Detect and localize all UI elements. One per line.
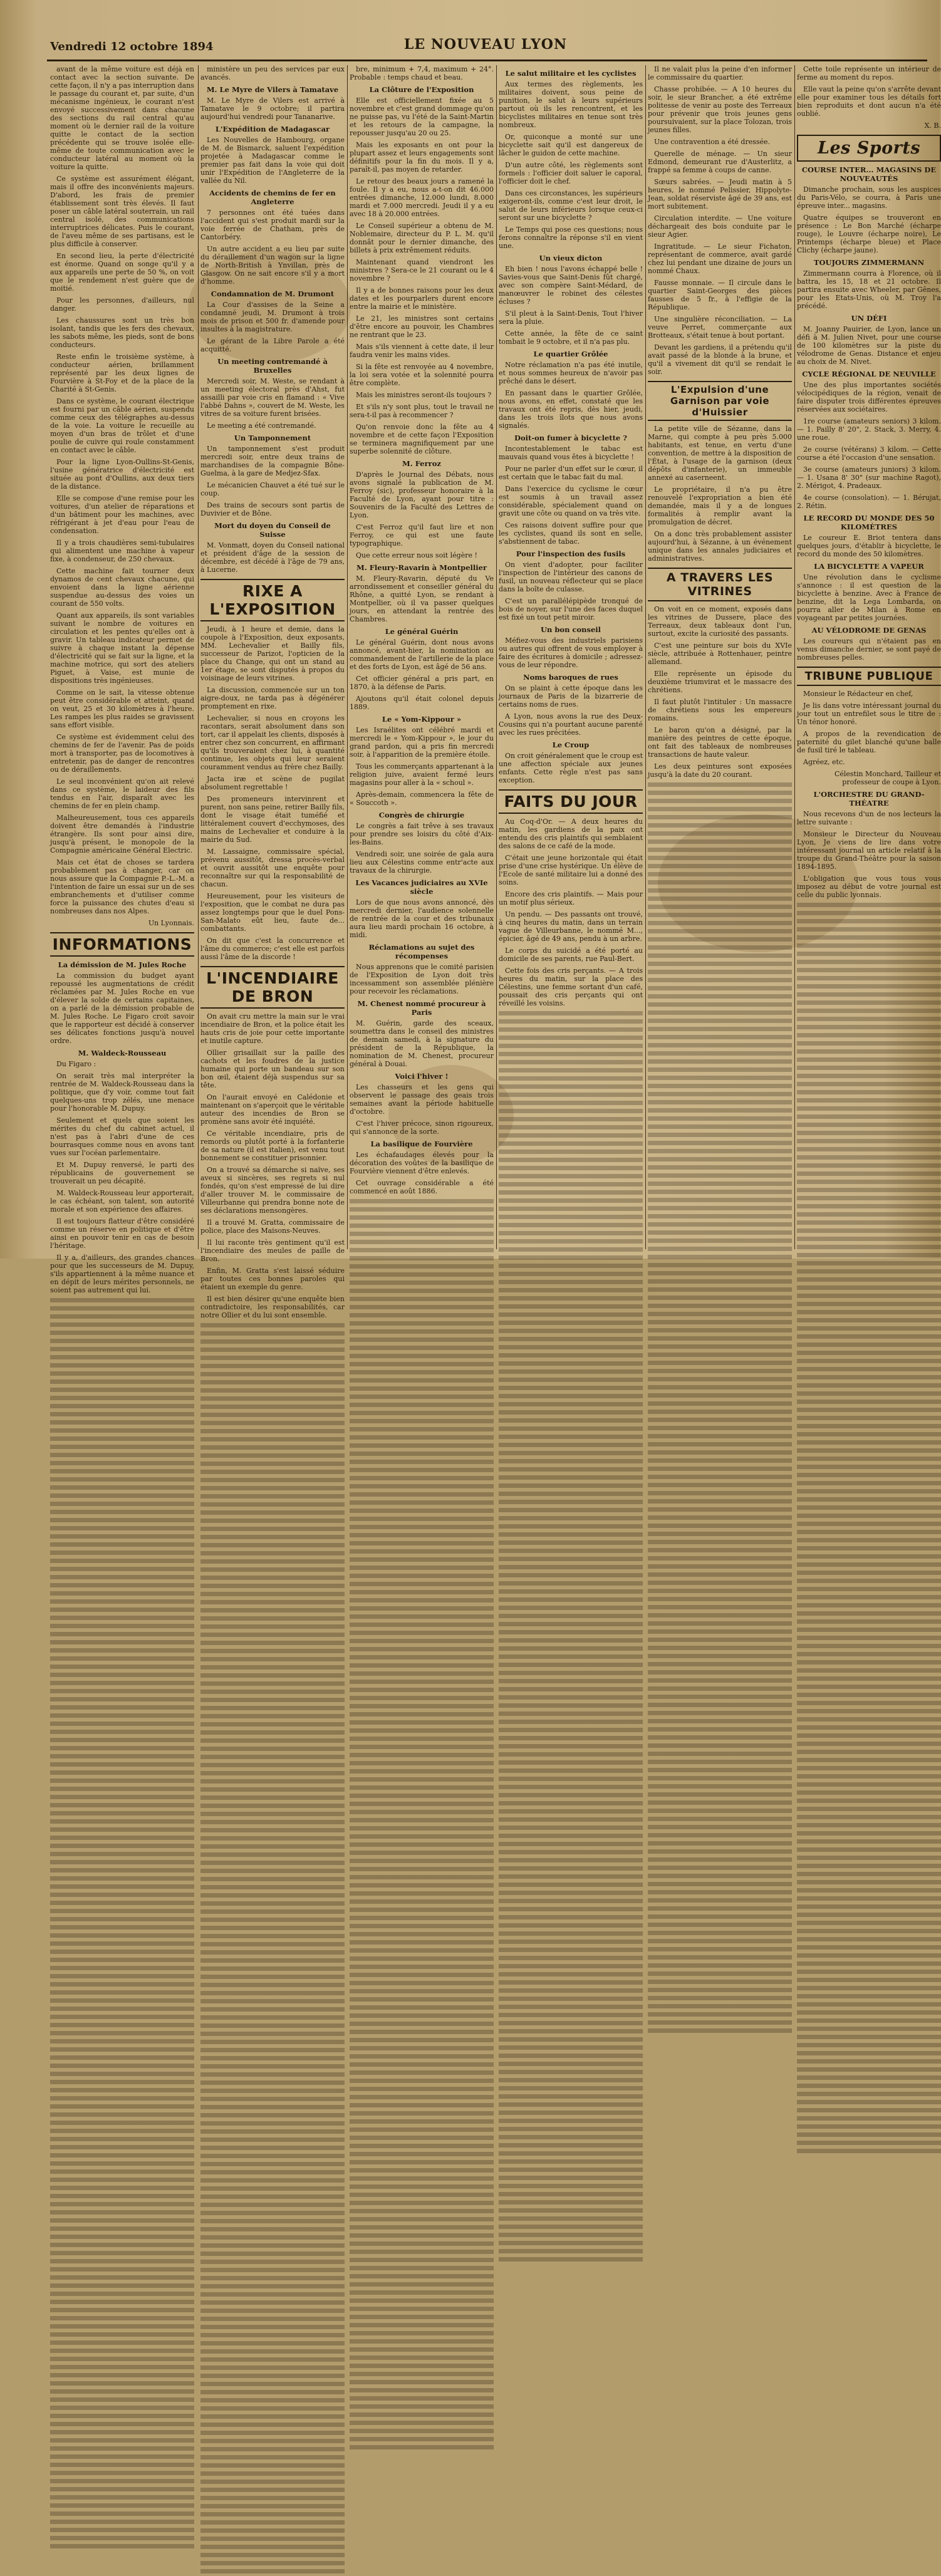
article-heading: AU VÉLODROME DE GENAS bbox=[811, 626, 927, 635]
article-paragraph: Eh bien ! nous l'avons échappé belle ! Savies-vous que Saint-Denis fût chargé, avec son compère Saint-Médard, de manœuvrer le robinet des célestes écluses ? bbox=[499, 265, 643, 306]
text-lines bbox=[797, 903, 941, 2156]
article-paragraph: Enfin, M. Gratta s'est laissé séduire par toutes ces bonnes paroles qui étaient un exemple du genre. bbox=[200, 1267, 345, 1291]
article-heading: Condamnation de M. Drumont bbox=[211, 289, 335, 298]
article-paragraph: Cette année, la fête de ce saint tombait le 9 octobre, et il n'a pas plu. bbox=[499, 330, 643, 346]
article-paragraph: En passant dans le quartier Grôlée, nous avons, en effet, constaté que les travaux ont été repris, dès hier, jeudi, dans les trois îlots que nous avons signalés. bbox=[499, 389, 643, 430]
article-paragraph: M. Vonmatt, doyen du Conseil national et président d'âge de la session de décembre, est décédé à l'âge de 79 ans, à Lucerne. bbox=[200, 541, 345, 574]
article-paragraph: Comme on le sait, la vitesse obtenue peut être considérable et atteint, quand on veut, 25 et 30 kilomètres à l'heure. Les rampes les plus raides se gravissent sans effort visible. bbox=[50, 688, 194, 729]
article-paragraph: Mercredi soir, M. Weste, se rendant à un meeting électoral près d'Ahst, fut assailli par voie cris en flamand : « Vive l'abbé Dahns », couvert de M. Weste, les vitres de sa voiture furent brisées. bbox=[200, 377, 345, 418]
article-paragraph: ministère un peu des services par eux avancés. bbox=[200, 65, 345, 81]
article-paragraph: Le meeting a été contremandé. bbox=[207, 422, 316, 430]
article-paragraph: Jeudi, à 1 heure et demie, dans la coupole à l'Exposition, deux exposants, MM. Lechevalier et Bailly fils, successeur de Parizot, l'opticien de la place du Change, qui ont un stand au 1er étage, se sont disputés à propos du voisinage de leurs vitrines. bbox=[200, 625, 345, 682]
article-heading: COURSE INTER... MAGASINS DE NOUVEAUTÉS bbox=[801, 165, 937, 183]
article-paragraph: M. Le Myre de Vilers est arrivé à Tamatave le 9 octobre; il partira aujourd'hui vendredi pour Tananarive. bbox=[200, 96, 345, 121]
article-paragraph: On voit en ce moment, exposés dans les vitrines de Dussere, place des Terreaux, deux tableaux dont l'un, surtout, excite la curiosité des passants. bbox=[648, 605, 792, 638]
article-heading: Un Tamponnement bbox=[234, 434, 311, 442]
article-paragraph: Agréez, etc. bbox=[803, 758, 845, 766]
article-heading: Le général Guérin bbox=[385, 627, 459, 636]
column-rule bbox=[794, 65, 795, 1249]
article-paragraph: Ajoutons qu'il était colonel depuis 1889. bbox=[350, 695, 494, 711]
article-paragraph: Dans ce système, le courant électrique est fourni par un câble aérien, suspendu comme ceux des télégraphes au-dessus de la voie. La voiture le recueille au moyen d'un bras de trôlet et d'une poulie de cuivre qui roule constamment en contact avec le câble. bbox=[50, 397, 194, 454]
article-heading: Un meeting contremandé à Bruxelles bbox=[217, 357, 328, 375]
issue-date: Vendredi 12 octobre 1894 bbox=[50, 40, 214, 53]
text-lines bbox=[50, 1298, 194, 2551]
section-heading: L'Expulsion d'une Garnison par voie d'Huissier bbox=[648, 381, 792, 421]
article-paragraph: Il est toujours flatteur d'être considéré comme un réserve en politique et d'être ainsi en pouvoir tenir en cas de besoin l'héritage. bbox=[50, 1217, 194, 1250]
article-paragraph: Cet ouvrage considérable a été commencé en août 1886. bbox=[350, 1179, 494, 1195]
article-paragraph: Le baron qu'on a désigné, par la manière des peintres de cette époque, ont fait des tableaux de nombreuses transactions de haute valeur. bbox=[648, 726, 792, 759]
article-paragraph: Notre réclamation n'a pas été inutile, et nous sommes heureux de n'avoir pas prêché dans le désert. bbox=[499, 361, 643, 385]
masthead-rule bbox=[47, 60, 927, 61]
article-heading: M. Fleury-Ravarin à Montpellier bbox=[356, 563, 487, 572]
article-paragraph: Il y a trois chaudières semi-tubulaires qui alimentent une machine à vapeur fixe, à condenseur, de 250 chevaux. bbox=[50, 539, 194, 563]
article-heading: La démission de M. Jules Roche bbox=[58, 960, 187, 969]
article-paragraph: On vient d'adopter, pour faciliter l'inspection de l'intérieur des canons de fusil, un nouveau réflecteur qui se place dans la boîte de culasse. bbox=[499, 561, 643, 593]
article-paragraph: Mais cet état de choses se tardera probablement pas à changer, car on nous assure que la Compagnie P.-L.-M. a l'intention de faire un essai sur un de ses embranchements et d'utiliser comme force la puissance des chutes d'eau si nombreuses dans nos Alpes. bbox=[50, 858, 194, 915]
article-paragraph: 4e course (consolation). — 1. Bérujat, 2. Rétin. bbox=[797, 494, 941, 510]
article-paragraph: Le Conseil supérieur a obtenu de M. Noblemaire, directeur du P. L. M. qu'il donnât pour le dernier dimanche, des billets à prix extrêmement réduits. bbox=[350, 222, 494, 254]
article-signature: Célestin Monchard, Tailleur et professeur de coupe à Lyon. bbox=[834, 770, 941, 786]
article-heading: M. Ferroz bbox=[402, 459, 441, 468]
article-heading: Un bon conseil bbox=[540, 625, 601, 634]
article-paragraph: Chasse prohibée. — A 10 heures du soir, le sieur Brancher, a été extrême politesse de venir au poste des Terreaux pour prévenir que trois jeunes gens poursuivaient, sur la place Tolozan, trois jeunes filles. bbox=[648, 85, 792, 134]
column-4 bbox=[499, 65, 643, 1249]
article-paragraph: Après-demain, commencera la fête de « Souccoth ». bbox=[350, 791, 494, 807]
article-paragraph: Du Figaro : bbox=[56, 1060, 96, 1068]
article-paragraph: On dit que c'est la concurrence et l'âme du commerce; c'est elle est parfois aussi l'âme de la discorde ! bbox=[200, 937, 345, 961]
article-paragraph: Heureusement, pour les visiteurs de l'exposition, que le combat ne dura pas assez longtemps pour que le duel Pons-San-Malato eût lieu, faute de... combattants. bbox=[200, 892, 345, 933]
article-heading: Le Croup bbox=[552, 740, 590, 749]
article-paragraph: Et M. Dupuy renversé, le parti des républicains de gouvernement se trouverait un peu décapité. bbox=[50, 1161, 194, 1185]
article-paragraph: Un autre accident a eu lieu par suite du déraillement d'un wagon sur la ligne de North-British à Ynvillan, près de Glasgow. On ne sait encore s'il y a mort d'homme. bbox=[200, 245, 345, 286]
article-paragraph: C'est l'hiver précoce, sinon rigoureux, qui s'annonce de la sorte. bbox=[350, 1119, 494, 1136]
article-paragraph: M. Lassaigne, commissaire spécial, prévenu aussitôt, dressa procès-verbal et ouvrit aussitôt une enquête pour reconnaître sur qui la responsabilité de chacun. bbox=[200, 848, 345, 888]
article-paragraph: Les coureurs qui n'étaient pas en venus dimanche dernier, se sont payé de nombreuses pelles. bbox=[797, 637, 941, 662]
article-paragraph: Elle est officiellement fixée au 5 novembre et c'est grand dommage qu'on ne puisse pas, vu l'été de la Saint-Martin et les retours de la campagne, la repousser jusqu'au 20 ou 25. bbox=[350, 96, 494, 137]
article-paragraph: Lors de que nous avons annoncé, dès mercredi dernier, l'audience solennelle de rentrée de la cour et des tribunaux aura lieu mardi prochain 16 octobre, à midi. bbox=[350, 898, 494, 939]
article-paragraph: M. Guérin, garde des sceaux, soumettra dans le conseil des ministres de demain samedi, à la signature du président de la République, la nomination de M. Chenest, procureur général à Douai. bbox=[350, 1019, 494, 1068]
article-paragraph: C'est un parallélépipède tronqué de bois de noyer, sur l'une des faces duquel est fixé un tout petit miroir. bbox=[499, 597, 643, 621]
article-paragraph: Il ne valait plus la peine d'en informer le commissaire du quartier. bbox=[648, 65, 792, 81]
article-paragraph: La Cour d'assises de la Seine a condamné jeudi, M. Drumont à trois mois de prison et 500 fr. d'amende pour insultes à la magistrature. bbox=[200, 301, 345, 333]
article-paragraph: Il faut plutôt l'intituler : Un massacre de chrétiens sous les empereurs romains. bbox=[648, 698, 792, 722]
article-paragraph: Un pendu. — Des passants ont trouvé, à cinq heures du matin, dans un terrain vague de Villeurbanne, le nommé M..., épicier, âgé de 49 ans, pendu à un arbre. bbox=[499, 910, 643, 943]
section-heading: FAITS DU JOUR bbox=[499, 789, 643, 814]
article-paragraph: Cette toile représente un intérieur de ferme au moment du repos. bbox=[797, 65, 941, 81]
article-heading: Pour l'inspection des fusils bbox=[516, 549, 626, 558]
article-heading: Doit-on fumer à bicyclette ? bbox=[514, 434, 627, 442]
article-paragraph: Le gérant de la Libre Parole a été acquitté. bbox=[200, 337, 345, 353]
article-heading: Le « Yom-Kippour » bbox=[382, 715, 462, 724]
section-heading: Les Sports bbox=[797, 135, 941, 162]
masthead bbox=[44, 36, 927, 58]
article-paragraph: Mais les exposants en ont pour la plupart assez et leurs engagements sont définitifs pour la fin du mois. Il y a, paraît-il, pas moyen de retarder. bbox=[350, 141, 494, 174]
article-heading: Voici l'hiver ! bbox=[395, 1072, 449, 1081]
article-paragraph: Mais s'ils viennent à cette date, il leur faudra venir les mains vides. bbox=[350, 343, 494, 359]
article-paragraph: On avait cru mettre la main sur le vrai incendiaire de Bron, et la police était les hauts cris de joie pour cette importante et inutile capture. bbox=[200, 1012, 345, 1045]
article-paragraph: Ce système est assurément élégant, mais il offre des inconvénients majeurs. D'abord, les frais de premier établissement sont très élevés. Il faut poser un câble latéral souterrain, un rail central isolé, des communications interruptrices délicates. Puis le courant, de l'aveu même de ses partisans, est le plus difficile à conserver. bbox=[50, 175, 194, 248]
article-paragraph: Le 21, les ministres sont certains d'être encore au pouvoir, les Chambres ne rentrant que le 23. bbox=[350, 314, 494, 339]
article-paragraph: 3e course (amateurs juniors) 3 kilom. — 1. Usana 8' 30" (sur machine Ragot), 2. Mérigot, 4. Pradeaux. bbox=[797, 465, 941, 490]
article-paragraph: On a donc très probablement assister aujourd'hui, à Sézanne, à un événement unique dans les annales judiciaires et administratives. bbox=[648, 530, 792, 563]
section-heading: INFORMATIONS bbox=[50, 932, 194, 957]
article-paragraph: Quatre équipes se trouveront en présence : Le Bon Marché (écharpe rouge), le Louvre (écharpe noire), Le Printemps (écharpe bleue) et Place Clichy (écharpe jaune). bbox=[797, 214, 941, 254]
article-paragraph: Les Nouvelles de Hambourg, organe de M. de Bismarck, saluent l'expédition projetée à Madagascar comme le premier pas fait dans la voie qui doit unir l'Expédition de l'Angleterre de la vallée du Nil. bbox=[200, 136, 345, 185]
article-paragraph: Le seul inconvénient qu'on ait relevé dans ce système, le laideur des fils tendus en l'air, disparaît avec les chemins de fer en plein champ. bbox=[50, 777, 194, 810]
article-paragraph: Sœurs sabrées. — Jeudi matin à 5 heures, le nommé Pelissier, Hippolyte-Jean, soldat réserviste âgé de 39 ans, est mort subitement. bbox=[648, 178, 792, 210]
article-paragraph: Malheureusement, tous ces appareils doivent être demandés à l'industrie étrangère. Ils sont pour ainsi dire, jusqu'à présent, le monopole de la Compagnie américaine Général Electric. bbox=[50, 814, 194, 854]
article-paragraph: Reste enfin le troisième système, à conducteur aérien, brillamment représenté par les deux lignes de Fourvière à St-Foy et de la place de la Charité à St-Genis. bbox=[50, 353, 194, 393]
article-paragraph: La petite ville de Sézanne, dans la Marne, qui compte à peu près 5.000 habitants, est tenue, en vertu d'une convention, de mettre à la disposition de l'État, à l'usage de la garnison (deux dépôts d'infanterie), un immeuble annexé au caserneent. bbox=[648, 425, 792, 482]
article-paragraph: On a trouvé sa démarche si naïve, ses aveux si sincères, ses regrets si nul fondés, qu'on s'est empressé de lui dire d'aller trouver M. le commissaire de Villeurbanne qui prendra bonne note de ses déclarations mensongères. bbox=[200, 1166, 345, 1215]
article-signature: X. B. bbox=[924, 122, 941, 130]
article-paragraph: Les Israélites ont célébré mardi et mercredi le « Yom-Kippour », le jour du grand pardon, qui a pris fin mercredi soir, à l'apparition de la première étoile. bbox=[350, 726, 494, 759]
article-paragraph: Le corps du suicidé a été porté au domicile de ses parents, rue Paul-Bert. bbox=[499, 947, 643, 963]
article-heading: Mort du doyen du Conseil de Suisse bbox=[214, 521, 331, 539]
article-paragraph: Méfiez-vous des industriels parisiens ou autres qui offrent de vous employer à faire des écritures à domicile ; adressez-vous de leur répondre. bbox=[499, 636, 643, 669]
article-paragraph: Dans ces circonstances, les supérieurs exigeront-ils, comme c'est leur droit, le salut de leurs inférieurs lorsque ceux-ci seront sur une bicyclette ? bbox=[499, 189, 643, 222]
article-paragraph: M. Fleury-Ravarin, député du Ve arrondissement et conseiller général du Rhône, a quitté Lyon, se rendant à Montpellier, où il va passer quelques jours, en attendant la rentrée des Chambres. bbox=[350, 574, 494, 623]
article-paragraph: Monsieur le Directeur du Nouveau Lyon, Je viens de lire dans votre intéressant journal un article relatif à la troupe du Grand-Théâtre pour la saison 1894-1895. bbox=[797, 830, 941, 871]
article-paragraph: Le mécanicien Chauvet a été tué sur le coup. bbox=[200, 481, 345, 497]
article-paragraph: Mais les ministres seront-ils toujours ? bbox=[356, 391, 492, 399]
article-paragraph: Seulement et quels que soient les mérites du chef du cabinet actuel, il n'est pas à l'abri d'une de ces bourrasques comme nous en avons tant vues sur l'océan parlementaire. bbox=[50, 1116, 194, 1157]
article-paragraph: Pour les personnes, d'ailleurs, nul danger. bbox=[50, 296, 194, 313]
article-paragraph: Pour ne parler d'un effet sur le cœur, il est certain que le tabac fait du mal. bbox=[499, 465, 643, 481]
article-paragraph: Un tamponnement s'est produit mercredi soir, entre deux trains de marchandises de la compagnie Bône-Guelma, à la gare de Medjez-Sfax. bbox=[200, 445, 345, 477]
article-paragraph: Il y a, d'ailleurs, des grandes chances pour que les successeurs de M. Dupuy, s'ils appartiennent à la même nuance et en dépit de leurs mérites personnels, ne soient pas autrement qui lui. bbox=[50, 1254, 194, 1294]
article-paragraph: Monsieur le Rédacteur en chef, bbox=[803, 690, 913, 698]
article-paragraph: Il est bien désirer qu'une enquête bien contradictoire, les responsabilités, car notre Ollier et du lui sont ensemble. bbox=[200, 1295, 345, 1319]
article-heading: M. Waldeck-Rousseau bbox=[78, 1049, 167, 1057]
article-paragraph: Les deux peintures sont exposées jusqu'à la date du 20 courant. bbox=[648, 762, 792, 779]
article-heading: Le salut militaire et les cyclistes bbox=[505, 69, 637, 78]
article-paragraph: On croit généralement que le croup est une affection spéciale aux jeunes enfants. Cette règle n'est pas sans exception. bbox=[499, 752, 643, 784]
article-paragraph: Une contravention a été dressée. bbox=[654, 138, 771, 146]
article-paragraph: Les chasseurs et les gens qui observent le passage des geais trois semaines avant la période habituelle d'octobre. bbox=[350, 1083, 494, 1116]
column-rule bbox=[496, 65, 497, 1249]
section-heading: RIXE A L'EXPOSITION bbox=[200, 579, 345, 621]
article-paragraph: Qu'on renvoie donc la fête au 4 novembre et de cette façon l'Exposition se terminera magnifiquement par une superbe solennité de clôture. bbox=[350, 423, 494, 455]
article-paragraph: Le coureur E. Briot tentera dans quelques jours, d'établir à bicyclette, le record du monde des 50 kilomètres. bbox=[797, 534, 941, 558]
article-paragraph: Des promeneurs intervinrent et purent, non sans peine, retirer Bailly fils, dont le visage était tuméfié et littéralement couvert d'ecchymoses, des mains de Lechevalier et conduire à la mairie du Sud. bbox=[200, 795, 345, 844]
article-heading: LE RECORD DU MONDE DES 50 KILOMÈTRES bbox=[803, 514, 935, 531]
article-paragraph: Je lis dans votre intéressant journal du jour tout un entrefilet sous le titre de : Un ténor honoré. bbox=[797, 702, 941, 726]
article-paragraph: Or, quiconque a monté sur une bicyclette sait qu'il est dangereux de lâcher le guidon de cette machine. bbox=[499, 133, 643, 157]
article-paragraph: Une révolution dans le cyclisme s'annonce : il est question de la bicyclette à benzine. Avec à France de benzine, dit la Lega Lombarda, on pourra aller de Milan à Rome en voyageant par petites journées. bbox=[797, 573, 941, 622]
article-paragraph: Le propriétaire, il n'a pu être renouvelé l'expropriation a bien été demandée, mais il y a de longues formalités à remplir avant la promulgation de décret. bbox=[648, 486, 792, 526]
article-paragraph: Fausse monnaie. — Il circule dans le quartier Saint-Georges des pièces fausses de 5 fr., à l'effigie de la République. bbox=[648, 279, 792, 311]
article-paragraph: Vendredi soir, une soirée de gala aura lieu aux Célestins comme entr'acte aux travaux de la chirurgie. bbox=[350, 850, 494, 875]
article-paragraph: Lechevalier, si nous en croyons les racontars, serait absolument dans son tort, car il appelait les clients, disposés à entrer chez son concurrent, en affirmant qu'ils trouveraient chez lui, à quantité continue, les objets qui leur seraient couramment vendus au frère chez Bailly. bbox=[200, 714, 345, 771]
article-paragraph: C'était une jeune horizontale qui était prise d'une crise hystérique. Un élève de l'Ecole de santé militaire lui a donné des soins. bbox=[499, 854, 643, 886]
article-paragraph: Le congrès a fait trêve à ses travaux pour prendre ses loisirs du côté d'Aix-les-Bains. bbox=[350, 822, 494, 846]
text-lines bbox=[499, 1011, 643, 2264]
article-paragraph: Tous les commerçants appartenant à la religion juive, avaient fermé leurs magasins pour aller à la « schoul ». bbox=[350, 762, 494, 787]
article-paragraph: Et s'ils n'y sont plus, tout le travail ne sera-t-il pas à recommencer ? bbox=[350, 403, 494, 419]
article-paragraph: Des trains de secours sont partis de Duvivier et de Bône. bbox=[200, 501, 345, 517]
article-paragraph: Le Temps qui pose ces questions; nous ferons connaître la réponse s'il en vient une. bbox=[499, 226, 643, 250]
article-paragraph: M. Joanny Pauirier, de Lyon, lance un défi à M. Julien Nivet, pour une course de 100 kilomètres sur la piste du vélodrome de Genas. Distance et enjeu au choix de M. Nivet. bbox=[797, 325, 941, 366]
article-paragraph: La commission du budget ayant repoussé les augmentations de crédit réclamées par M. Jules Roche en vue d'élever la solde de certains capitaines, on a parlé de la démission probable de M. Jules Roche. Le Figaro croit savoir que le rapporteur est décidé à conserver ses délicates fonctions jusqu'à nouvel ordre. bbox=[50, 972, 194, 1045]
article-heading: Congrès de chirurgie bbox=[378, 811, 465, 819]
article-paragraph: avant de la même voiture est déjà en contact avec la section suivante. De cette façon, il n'y a pas interruption dans le passage du courant et, par suite, d'un mécanisme ingénieux, le courant n'est envoyé successivement dans chacune des sections du rail central qu'au moment où le dernier rail de la voiture quitte le contact de la section précédente qui se trouve isolée elle-même de toute communication avec le conducteur latéral au moment où la voiture la quitte. bbox=[50, 65, 194, 171]
article-paragraph: Dimanche prochain, sous les auspices du Paris-Vélo, se courra, à Paris une épreuve inter... magasins. bbox=[797, 185, 941, 210]
article-paragraph: Elle représente un épisode du deuxième triumvirat et le massacre des chrétiens. bbox=[648, 670, 792, 694]
article-paragraph: Il y a de bonnes raisons pour les deux dates et les pourparlers durent encore entre la mairie et le ministère. bbox=[350, 286, 494, 311]
article-paragraph: S'il pleut à la Saint-Denis, Tout l'hiver sera la pluie. bbox=[499, 309, 643, 326]
article-paragraph: Querelle de ménage. — Un sieur Edmond, demeurant rue d'Austerlitz, a frappé sa femme à coups de canne. bbox=[648, 150, 792, 174]
column-3 bbox=[350, 65, 494, 1249]
article-heading: L'Expédition de Madagascar bbox=[215, 125, 330, 133]
article-paragraph: En second lieu, la perte d'électricité est énorme. Quand on songe qu'il y a aux appareils une perte de 50 %, on voit que le rendement n'est guère que de moitié. bbox=[50, 252, 194, 293]
text-lines bbox=[648, 782, 792, 2035]
article-paragraph: Cette machine fait tourner deux dynamos de cent chevaux chacune, qui envoient dans la ligne aérienne suspendue au-dessus des voies un courant de 550 volts. bbox=[50, 567, 194, 608]
article-paragraph: On se plaint à cette époque dans les journaux de Paris de la bizarrerie de certains noms de rues. bbox=[499, 684, 643, 709]
article-paragraph: Les échafaudages élevés pour la décoration des voûtes de la basilique de Fourvière viennent d'être enlevés. bbox=[350, 1151, 494, 1175]
section-heading: TRIBUNE PUBLIQUE bbox=[797, 667, 941, 686]
section-heading: A TRAVERS LES VITRINES bbox=[648, 568, 792, 601]
article-paragraph: Zimmermann courra à Florence, où il battra, les 15, 18 et 21 octobre. Il partira ensuite avec Wheeler, par Gênes, pour les Etats-Unis, où M. Troy l'a précédé. bbox=[797, 269, 941, 310]
article-paragraph: On serait très mal interpréter la rentrée de M. Waldeck-Rousseau dans la politique, que d'y voir, comme tout fait quelques-uns trop zélés, une menace pour l'honorable M. Dupuy. bbox=[50, 1072, 194, 1113]
article-paragraph: Il a trouvé M. Gratta, commissaire de police, place des Maisons-Neuves. bbox=[200, 1218, 345, 1235]
article-paragraph: Maintenant quand viendront les ministres ? Sera-ce le 21 courant ou le 4 novembre ? bbox=[350, 258, 494, 283]
column-2 bbox=[200, 65, 345, 1319]
article-heading: Noms baroques de rues bbox=[523, 673, 618, 682]
article-paragraph: Jacta iræ et scène de pugilat absolument regrettable ! bbox=[200, 775, 345, 791]
article-paragraph: bre, minimum + 7,4, maximum + 24°. Probable : temps chaud et beau. bbox=[350, 65, 494, 81]
article-paragraph: Encore des cris plaintifs. — Mais pour un motif plus sérieux. bbox=[499, 890, 643, 906]
article-signature: Un Lyonnais. bbox=[148, 919, 194, 927]
article-paragraph: Aux termes des règlements, les militaires doivent, sous peine de punition, le salut à leurs supérieurs partout où ils les rencontrent, et les bicyclistes militaires en tenue sont très nombreux. bbox=[499, 80, 643, 129]
article-heading: CYCLE RÉGIONAL DE NEUVILLE bbox=[802, 370, 936, 378]
article-paragraph: Cet officier général a pris part, en 1870, à la défense de Paris. bbox=[350, 675, 494, 691]
article-paragraph: Ollier grisaillait sur la paille des cachots et les foudres de la justice humaine qui porte un bandeau sur son bon œil, étaient déjà suspendus sur sa tête. bbox=[200, 1049, 345, 1089]
article-paragraph: Cette fois des cris perçants. — A trois heures du matin, sur la place des Célestins, une femme sortant d'un café, poussait des cris perçants qui ont réveillé les voisins. bbox=[499, 967, 643, 1007]
column-rule bbox=[645, 65, 646, 1249]
article-heading: LA BICYCLETTE A VAPEUR bbox=[814, 562, 924, 571]
article-paragraph: C'est une peinture sur bois du XVIe siècle, attribuée à Rottenhauer, peintre allemand. bbox=[648, 641, 792, 666]
article-heading: UN DÉFI bbox=[851, 314, 887, 323]
article-paragraph: A Lyon, nous avons la rue des Deux-Cousins qui n'a pourtant aucune parenté avec les rues précitées. bbox=[499, 712, 643, 737]
newspaper-title: LE NOUVEAU LYON bbox=[403, 36, 568, 53]
section-heading: L'INCENDIAIRE DE BRON bbox=[200, 966, 345, 1009]
article-heading: La Clôture de l'Exposition bbox=[369, 85, 474, 94]
article-paragraph: Nous recevons d'un de nos lecteurs la lettre suivante : bbox=[797, 810, 941, 826]
article-paragraph: Une des plus importantes sociétés vélocipédiques de la région, venait de faire disputer trois différentes épreuves réservées aux sociétaires. bbox=[797, 381, 941, 413]
article-heading: La basilique de Fourvière bbox=[370, 1140, 473, 1148]
article-paragraph: Le général Guérin, dont nous avons annoncé, avant-hier, la nomination au commandement de l'artillerie de la place et des forts de Lyon, est âgé de 56 ans. bbox=[350, 638, 494, 671]
article-paragraph: M. Waldeck-Rousseau leur apporterait, le cas échéant, son talent, son autorité morale et son expérience des affaires. bbox=[50, 1189, 194, 1213]
article-paragraph: On l'aurait envoyé en Calédonie et maintenant on s'aperçoit que le véritable auteur des incendies de Bron se promène sans avoir été inquiété. bbox=[200, 1093, 345, 1126]
article-heading: L'ORCHESTRE DU GRAND-THÉATRE bbox=[813, 790, 925, 808]
article-paragraph: Une singulière réconciliation. — La veuve Perret, commerçante aux Brotteaux, s'était tenue à bout portant. bbox=[648, 315, 792, 340]
article-heading: TOUJOURS ZIMMERMANN bbox=[813, 258, 925, 267]
article-paragraph: L'obligation que vous tous vous imposez au début de votre journal est celle du public lyonnais. bbox=[797, 875, 941, 899]
text-lines bbox=[350, 1199, 494, 2452]
article-paragraph: La discussion, commencée sur un ton aigre-doux, ne tarda pas à dégénérer promptement en rixe. bbox=[200, 686, 345, 710]
article-paragraph: Elle se compose d'une remise pour les voitures, d'un atelier de réparations et d'un bâtiment pour les machines, avec réfrigérant à jet d'eau pour l'eau de condensation. bbox=[50, 494, 194, 535]
article-paragraph: D'après le Journal des Débats, nous avons signalé la publication de M. Ferroy (sic), professeur honoraire à la Faculté de Lyon, ayant pour titre : Souvenirs de la Faculté des Lettres de Lyon. bbox=[350, 470, 494, 519]
article-paragraph: Incontestablement le tabac est mauvais quand vous êtes à bicyclette ! bbox=[499, 445, 643, 461]
column-rule bbox=[347, 65, 348, 1249]
article-paragraph: 1re course (amateurs seniors) 3 kilom. — 1. Pailly 8' 20", 2. Stack, 3. Merry, 4. une roue. bbox=[797, 417, 941, 442]
article-paragraph: Pour la ligne Lyon-Oullins-St-Genis, l'usine génératrice d'électricité est située au pont d'Oullins, aux deux tiers de la distance. bbox=[50, 458, 194, 491]
column-6 bbox=[797, 65, 941, 1249]
article-paragraph: Devant les gardiens, il a prétendu qu'il avait passé de la blonde à la brune, et qu'il a vivement dit qu'il se rendait le soir. bbox=[648, 343, 792, 376]
article-paragraph: Ces raisons doivent suffire pour que les cyclistes, quand ils sont en selle, s'abstiennent de tabac. bbox=[499, 521, 643, 546]
column-1 bbox=[50, 65, 194, 1294]
article-paragraph: C'est Ferroz qu'il faut lire et non Ferroy, ce qui est une faute typographique. bbox=[350, 523, 494, 548]
article-paragraph: Elle vaut la peine qu'on s'arrête devant elle pour examiner tous les détails fort bien reproduits et dont aucun n'a été oublié. bbox=[797, 85, 941, 118]
article-heading: M. Le Myre de Vilers à Tamatave bbox=[206, 85, 339, 94]
article-paragraph: Il lui raconte très gentiment qu'il est l'incendiaire des meules de paille de Bron. bbox=[200, 1239, 345, 1263]
article-heading: M. Chenest nommé procureur à Paris bbox=[357, 999, 486, 1017]
article-paragraph: Que cette erreur nous soit légère ! bbox=[356, 551, 477, 559]
article-heading: Le quartier Grôlée bbox=[533, 350, 608, 358]
article-paragraph: Le retour des beaux jours a ramené la foule. Il y a eu, nous a-t-on dit 46.000 entrées dimanche, 12.000 lundi, 8.000 mardi et 7.000 mercredi. Jeudi il y a eu avec 18 à 20.000 entrées. bbox=[350, 177, 494, 218]
column-5 bbox=[648, 65, 792, 1249]
article-paragraph: Ce véritable incendiaire, pris de remords ou plutôt porté à la forfanterie de sa nature (il est italien), est venu tout bonnement se constituer prisonnier. bbox=[200, 1130, 345, 1162]
article-paragraph: 2e course (vétérans) 3 kilom. — Cette course a été l'occasion d'une sensation. bbox=[797, 445, 941, 462]
article-paragraph: Ce système est évidemment celui des chemins de fer de l'avenir. Pas de poids mort à transporter, pas de locomotives à entretenir, pas de danger de rencontres ou de déraillements. bbox=[50, 733, 194, 774]
article-paragraph: Ingratitude. — Le sieur Fichaton, représentant de commerce, avait gardé chez lui pendant une dizaine de jours un nommé Chaux. bbox=[648, 242, 792, 275]
article-paragraph: Quant aux appareils, ils sont variables suivant le nombre de voitures en circulation et les pentes qu'elles ont à gravir. Un tableau indicateur permet de suivre à chaque instant la dépense d'électricité qui se fait sur la ligne, et la machine motrice, qui sort des ateliers Piguet, à Vaise, est munie de dispositions très ingénieuses. bbox=[50, 611, 194, 685]
text-lines bbox=[200, 1323, 345, 2576]
article-paragraph: Circulation interdite. — Une voiture déchargeait des bois conduite par le sieur Agier. bbox=[648, 214, 792, 239]
article-heading: Les Vacances judiciaires au XVIe siècle bbox=[355, 878, 488, 896]
article-paragraph: Si la fête est renvoyée au 4 novembre, la loi sera votée et la solennité pourra être complète. bbox=[350, 363, 494, 387]
article-paragraph: Au Coq-d'Or. — A deux heures du matin, les gardiens de la paix ont entendu des cris plaintifs qui semblaient des salons de ce café de la mode. bbox=[499, 818, 643, 850]
article-paragraph: D'un autre côté, les règlements sont formels : l'officier doit saluer le caporal, l'officier doit le chef. bbox=[499, 161, 643, 185]
article-heading: Accidents de chemins de fer en Angleterre bbox=[209, 189, 336, 206]
article-paragraph: A propos de la revendication de paternité du gilet blanché qu'une balle de fusil tiré le tableau. bbox=[797, 730, 941, 754]
article-paragraph: 7 personnes ont été tuées dans l'accident qui s'est produit mardi sur la voie ferrée de Chatham, près de Cantorbéry. bbox=[200, 209, 345, 241]
article-paragraph: Dans l'exercice du cyclisme le cœur est soumis à un travail assez considérable, spécialement quand on gravit une côte ou quand on va très vite. bbox=[499, 485, 643, 517]
column-rule bbox=[198, 65, 199, 1249]
article-paragraph: Nous apprenons que le comité parisien de l'Exposition de Lyon doit très incessamment son assemblée plénière pour recevoir les réclamations. bbox=[350, 963, 494, 995]
article-paragraph: Les chaussures sont un très bon isolant, tandis que les fers des chevaux, les sabots même, les pieds, sont de bons conducteurs. bbox=[50, 316, 194, 349]
article-heading: Un vieux dicton bbox=[539, 254, 603, 262]
article-heading: Réclamations au sujet des récompenses bbox=[368, 943, 475, 960]
